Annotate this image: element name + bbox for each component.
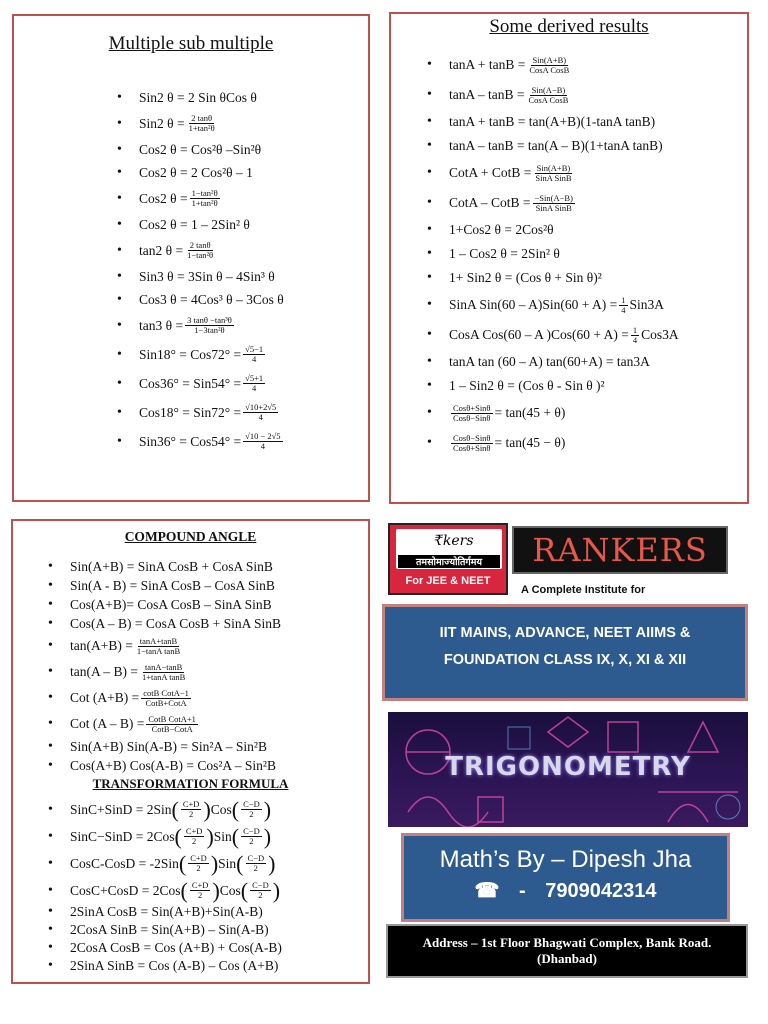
numerator: CotB CotA+1 — [148, 713, 196, 724]
formula-item — [449, 242, 679, 266]
formula-item — [70, 659, 281, 685]
formula-item — [139, 311, 285, 340]
numerator: 1 — [632, 324, 638, 335]
fraction — [141, 689, 191, 708]
phone-row: ☎ - 7909042314 — [474, 880, 657, 902]
formula-text: • SinA Sin(60 – A)Sin(60 + A) = — [449, 297, 618, 312]
denominator: SinA SinB — [535, 202, 572, 213]
formula-text: = tan(45 + θ) — [494, 405, 566, 420]
denominator: 2 — [189, 809, 194, 819]
fraction — [619, 296, 627, 315]
logo-hindi: तमसोमाज्योतिर्गमय — [398, 555, 500, 568]
trigonometry-image — [388, 712, 748, 827]
formula-item — [70, 737, 281, 756]
numerator: √5−1 — [245, 344, 264, 355]
paren: ( — [231, 796, 240, 822]
formula-text: • CotA – CotB = — [449, 195, 531, 210]
fraction — [190, 881, 211, 900]
formula-text: • Sin(A+B) Sin(A-B) = Sin²A – Sin²B — [70, 738, 267, 754]
formula-item — [70, 576, 281, 595]
multiple-panel — [12, 14, 370, 502]
formula-text: • Cot (A+B) = — [70, 690, 140, 705]
fraction — [181, 800, 202, 819]
paren: ( — [236, 850, 244, 876]
compound-title: COMPOUND ANGLE — [124, 529, 257, 544]
paren: ) — [263, 823, 272, 849]
formula-text: • tan(A+B) = — [70, 638, 133, 653]
formula-text: • tanA + tanB = tan(A+B)(1-tanA tanB) — [449, 114, 656, 129]
paren: ) — [212, 877, 220, 903]
formula-text: • 1 – Sin2 θ = (Cos θ - Sin θ )² — [449, 378, 605, 393]
phone-icon: ☎ — [474, 880, 500, 902]
formula-item — [139, 161, 285, 184]
formula-text: • SinC−SinD = 2Cos — [70, 828, 175, 844]
formula-text: • Cos3 θ = 4Cos³ θ – 3Cos θ — [139, 291, 284, 307]
formula-text: • tanA – tanB = tan(A – B)(1+tanA tanB) — [449, 138, 663, 153]
denominator: 1−tan²θ — [187, 250, 214, 260]
fraction — [243, 345, 265, 364]
formula-item — [139, 236, 285, 265]
formula-text: • tanA + tanB = — [449, 57, 526, 72]
compound-panel — [11, 519, 370, 984]
numerator: C−D — [243, 826, 260, 837]
formula-text: • Sin18° = Cos72° = — [139, 346, 242, 362]
numerator: • Cosθ+Sinθ — [453, 402, 491, 413]
address-line1: Address – 1st Floor Bhagwati Complex, Bank Road. — [422, 935, 712, 950]
paren: ) — [272, 877, 281, 903]
numerator: • Cosθ−Sinθ — [453, 432, 491, 443]
denominator: 2 — [192, 836, 197, 846]
formula-item — [449, 320, 679, 350]
denominator: CotB+CotA — [145, 697, 187, 708]
numerator: 2 tanθ — [189, 240, 211, 251]
paren: ( — [240, 877, 249, 903]
formula-text: • 2SinA SinB = Cos (A-B) – Cos (A+B) — [70, 958, 279, 973]
formula-text: • Sin36° = Cos54° = — [139, 433, 242, 449]
formula-text: Sin — [218, 855, 237, 871]
numerator: Sin(A−B) — [531, 84, 566, 95]
fraction — [243, 403, 278, 422]
numerator: C+D — [190, 853, 207, 864]
transform-list — [70, 796, 280, 904]
denominator: 1−3tan²θ — [194, 325, 225, 335]
numerator: C−D — [247, 853, 265, 864]
fraction — [241, 800, 262, 819]
numerator: 3 tanθ −tan³θ — [187, 315, 232, 326]
formula-item — [139, 138, 285, 161]
tagline: A Complete Institute for — [521, 584, 646, 596]
numerator: Sin(A+B) — [536, 162, 571, 173]
fraction — [184, 827, 205, 846]
formula-item — [449, 428, 679, 458]
formula-item — [70, 756, 281, 775]
formula-text: Sin — [213, 828, 232, 844]
formula-item — [139, 213, 285, 236]
formula-text: Cos — [210, 801, 232, 817]
multiple-list — [139, 86, 285, 456]
formula-text: • CosC+CosD = 2Cos — [70, 882, 181, 898]
formula-text: • 2CosA CosB = Cos (A+B) + Cos(A-B) — [70, 940, 282, 955]
denominator: 4 — [258, 412, 263, 422]
formula-text: Cos3A — [641, 327, 679, 342]
numerator: Sin(A+B) — [532, 54, 567, 65]
formula-item — [139, 398, 285, 427]
formula-item — [139, 109, 285, 138]
fraction — [190, 189, 220, 208]
numerator: C−D — [252, 880, 269, 891]
formula-text: • Cos(A+B) Cos(A-B) = Cos²A – Sin²B — [70, 757, 276, 773]
formula-text: • Sin2 θ = 2 Sin θCos θ — [139, 89, 257, 105]
denominator: 4 — [252, 354, 257, 364]
denominator: 2 — [198, 890, 203, 900]
fraction — [185, 316, 234, 335]
formula-text: • 1+Cos2 θ = 2Cos²θ — [449, 222, 554, 237]
courses-line1: IIT MAINS, ADVANCE, NEET AIIMS & — [439, 625, 691, 641]
compound-list — [70, 557, 281, 775]
formula-text: • tan2 θ = — [139, 242, 184, 258]
denominator: 2 — [258, 890, 263, 900]
numerator: C−D — [243, 799, 260, 810]
formula-text: Sin3A — [629, 297, 665, 312]
paren: ( — [231, 823, 240, 849]
multiple-title: Multiple sub multiple — [108, 33, 274, 54]
formula-item — [70, 903, 282, 921]
formula-text: • Cos(A – B) = CosA CosB + SinA SinB — [70, 615, 282, 631]
formula-item — [449, 398, 679, 428]
denominator: 1+tanA tanB — [141, 671, 186, 682]
formula-text: • tan3 θ = — [139, 317, 184, 333]
paren: ( — [178, 850, 187, 876]
formula-text: • tanA – tanB = — [449, 87, 525, 102]
denominator: SinA SinB — [535, 172, 572, 183]
denominator: 2 — [196, 863, 201, 873]
product-list — [70, 903, 282, 975]
formula-item — [70, 595, 281, 614]
formula-text: Cos — [219, 882, 241, 898]
formula-item — [449, 374, 679, 398]
denominator: 2 — [249, 809, 254, 819]
formula-item — [449, 290, 679, 320]
paren: ( — [174, 823, 182, 849]
formula-text: • Cos(A+B)= CosA CosB – SinA SinB — [70, 596, 272, 612]
derived-list — [449, 50, 679, 458]
denominator: 2 — [249, 836, 254, 846]
numerator: tanA+tanB — [139, 635, 178, 646]
formula-item — [449, 266, 679, 290]
paren: ) — [206, 823, 214, 849]
formula-text: • 1+ Sin2 θ = (Cos θ + Sin θ)² — [449, 270, 602, 285]
numerator: √10 − 2√5 — [245, 431, 281, 442]
logo-mark: ₹kers — [434, 533, 474, 549]
formula-item — [139, 265, 285, 288]
formula-item — [70, 633, 281, 659]
formula-item — [70, 796, 280, 823]
denominator: Cosθ+Sinθ — [453, 442, 491, 453]
formula-item — [139, 184, 285, 213]
denominator: Cosθ−Sinθ — [453, 412, 491, 423]
formula-text: • Sin2 θ = — [139, 115, 185, 131]
numerator: C+D — [191, 880, 209, 891]
formula-text: • Cot (A – B) = — [70, 716, 145, 731]
denominator: CosA CosB — [529, 64, 570, 75]
formula-item — [449, 80, 679, 110]
formula-item — [70, 711, 281, 737]
fraction — [241, 827, 262, 846]
fraction — [451, 404, 493, 423]
denominator: 4 — [632, 334, 638, 345]
formula-text: • Sin3 θ = 3Sin θ – 4Sin³ θ — [139, 268, 275, 284]
denominator: 2 — [253, 863, 258, 873]
numerator: −Sin(A−B) — [534, 192, 573, 203]
fraction — [527, 56, 571, 75]
formula-text: • CotA + CotB = — [449, 165, 532, 180]
formula-item — [70, 957, 282, 975]
formula-text: • 2CosA SinB = Sin(A+B) – Sin(A-B) — [70, 922, 269, 937]
courses-banner — [382, 604, 748, 701]
formula-text: • Cos2 θ = 2 Cos²θ – 1 — [139, 164, 253, 180]
formula-text: • 1 – Cos2 θ = 2Sin² θ — [449, 246, 560, 261]
numerator: tanA−tanB — [144, 661, 183, 672]
paren: ( — [171, 796, 179, 822]
fraction — [243, 374, 265, 393]
fraction — [250, 881, 271, 900]
paren: ) — [263, 796, 272, 822]
fraction — [187, 114, 217, 133]
numerator: C+D — [185, 826, 203, 837]
formula-text: • tanA tan (60 – A) tan(60+A) = tan3A — [449, 354, 650, 369]
fraction — [451, 434, 493, 453]
logo-sub: For JEE & NEET — [405, 575, 491, 587]
brand-name: RANKERS — [532, 531, 708, 569]
fraction — [146, 715, 198, 734]
numerator: C+D — [182, 799, 200, 810]
formula-item — [449, 188, 679, 218]
denominator: 1+tan²θ — [191, 198, 218, 208]
formula-text: • SinC+SinD = 2Sin — [70, 801, 172, 817]
paren: ) — [210, 850, 219, 876]
formula-text: • tan(A – B) = — [70, 664, 138, 679]
paren: ) — [203, 796, 211, 822]
address-line2: (Dhanbad) — [537, 951, 597, 966]
formula-item — [139, 369, 285, 398]
brand-name-box — [512, 526, 728, 574]
numerator: cotB CotA−1 — [143, 687, 189, 698]
denominator: 4 — [260, 441, 265, 451]
formula-text: • Cos2 θ = Cos²θ –Sin²θ — [139, 141, 262, 157]
formula-item — [139, 427, 285, 456]
address-box — [386, 924, 748, 978]
derived-title: Some derived results — [489, 16, 649, 37]
formula-text: • CosC-CosD = -2Sin — [70, 855, 179, 871]
teacher-banner — [401, 833, 730, 922]
logo — [388, 523, 508, 595]
courses-line2: FOUNDATION CLASS IX, X, XI & XII — [443, 652, 687, 668]
denominator: 4 — [252, 383, 257, 393]
denominator: 1+tan²θ — [188, 123, 215, 133]
formula-item — [70, 823, 280, 850]
fraction — [526, 86, 570, 105]
formula-item — [449, 218, 679, 242]
fraction — [631, 326, 639, 345]
fraction — [246, 854, 267, 873]
formula-text: = tan(45 − θ) — [494, 435, 566, 450]
formula-item — [139, 288, 285, 311]
formula-item — [70, 557, 281, 576]
fraction — [533, 164, 573, 183]
transform-title: TRANSFORMATION FORMULA — [92, 776, 289, 791]
numerator: 1−tan²θ — [191, 188, 218, 199]
formula-item — [449, 158, 679, 188]
formula-text: • CosA Cos(60 – A )Cos(60 + A) = — [449, 327, 629, 342]
paren: ) — [268, 850, 276, 876]
formula-item — [449, 134, 679, 158]
denominator: 4 — [621, 304, 626, 315]
formula-item — [449, 110, 679, 134]
formula-item — [139, 86, 285, 109]
fraction — [243, 432, 282, 451]
fraction — [185, 241, 215, 260]
fraction — [140, 663, 187, 682]
formula-text: • Sin(A - B) = SinA CosB – CosA SinB — [70, 577, 275, 593]
numerator: √5+1 — [245, 373, 264, 384]
formula-text: • Cos2 θ = — [139, 190, 188, 206]
paren: ( — [180, 877, 188, 903]
trig-word: TRIGONOMETRY — [445, 752, 691, 782]
numerator: 1 — [621, 294, 626, 305]
formula-item — [70, 877, 280, 904]
formula-text: • 2SinA CosB = Sin(A+B)+Sin(A-B) — [70, 904, 263, 919]
formula-text: • Cos18° = Sin72° = — [139, 404, 242, 420]
derived-panel — [389, 12, 749, 504]
teacher-name: Math’s By – Dipesh Jha — [439, 846, 692, 873]
formula-text: • Sin(A+B) = SinA CosB + CosA SinB — [70, 558, 273, 574]
fraction — [188, 854, 209, 873]
fraction — [135, 637, 182, 656]
formula-item — [139, 340, 285, 369]
formula-item — [70, 685, 281, 711]
phone-number: 7909042314 — [545, 880, 657, 902]
formula-item — [70, 850, 280, 877]
formula-text: • Cos2 θ = 1 – 2Sin² θ — [139, 216, 250, 232]
formula-item — [449, 350, 679, 374]
formula-item — [70, 921, 282, 939]
denominator: CosA CosB — [528, 94, 569, 105]
formula-text: • Cos36° = Sin54° = — [139, 375, 242, 391]
formula-item — [70, 614, 281, 633]
numerator: √10+2√5 — [245, 402, 277, 413]
formula-item — [449, 50, 679, 80]
fraction — [533, 194, 575, 213]
numerator: 2 tanθ — [191, 113, 213, 124]
denominator: CotB−CotA — [151, 723, 193, 734]
denominator: 1−tanA tanB — [136, 645, 181, 656]
formula-item — [70, 939, 282, 957]
